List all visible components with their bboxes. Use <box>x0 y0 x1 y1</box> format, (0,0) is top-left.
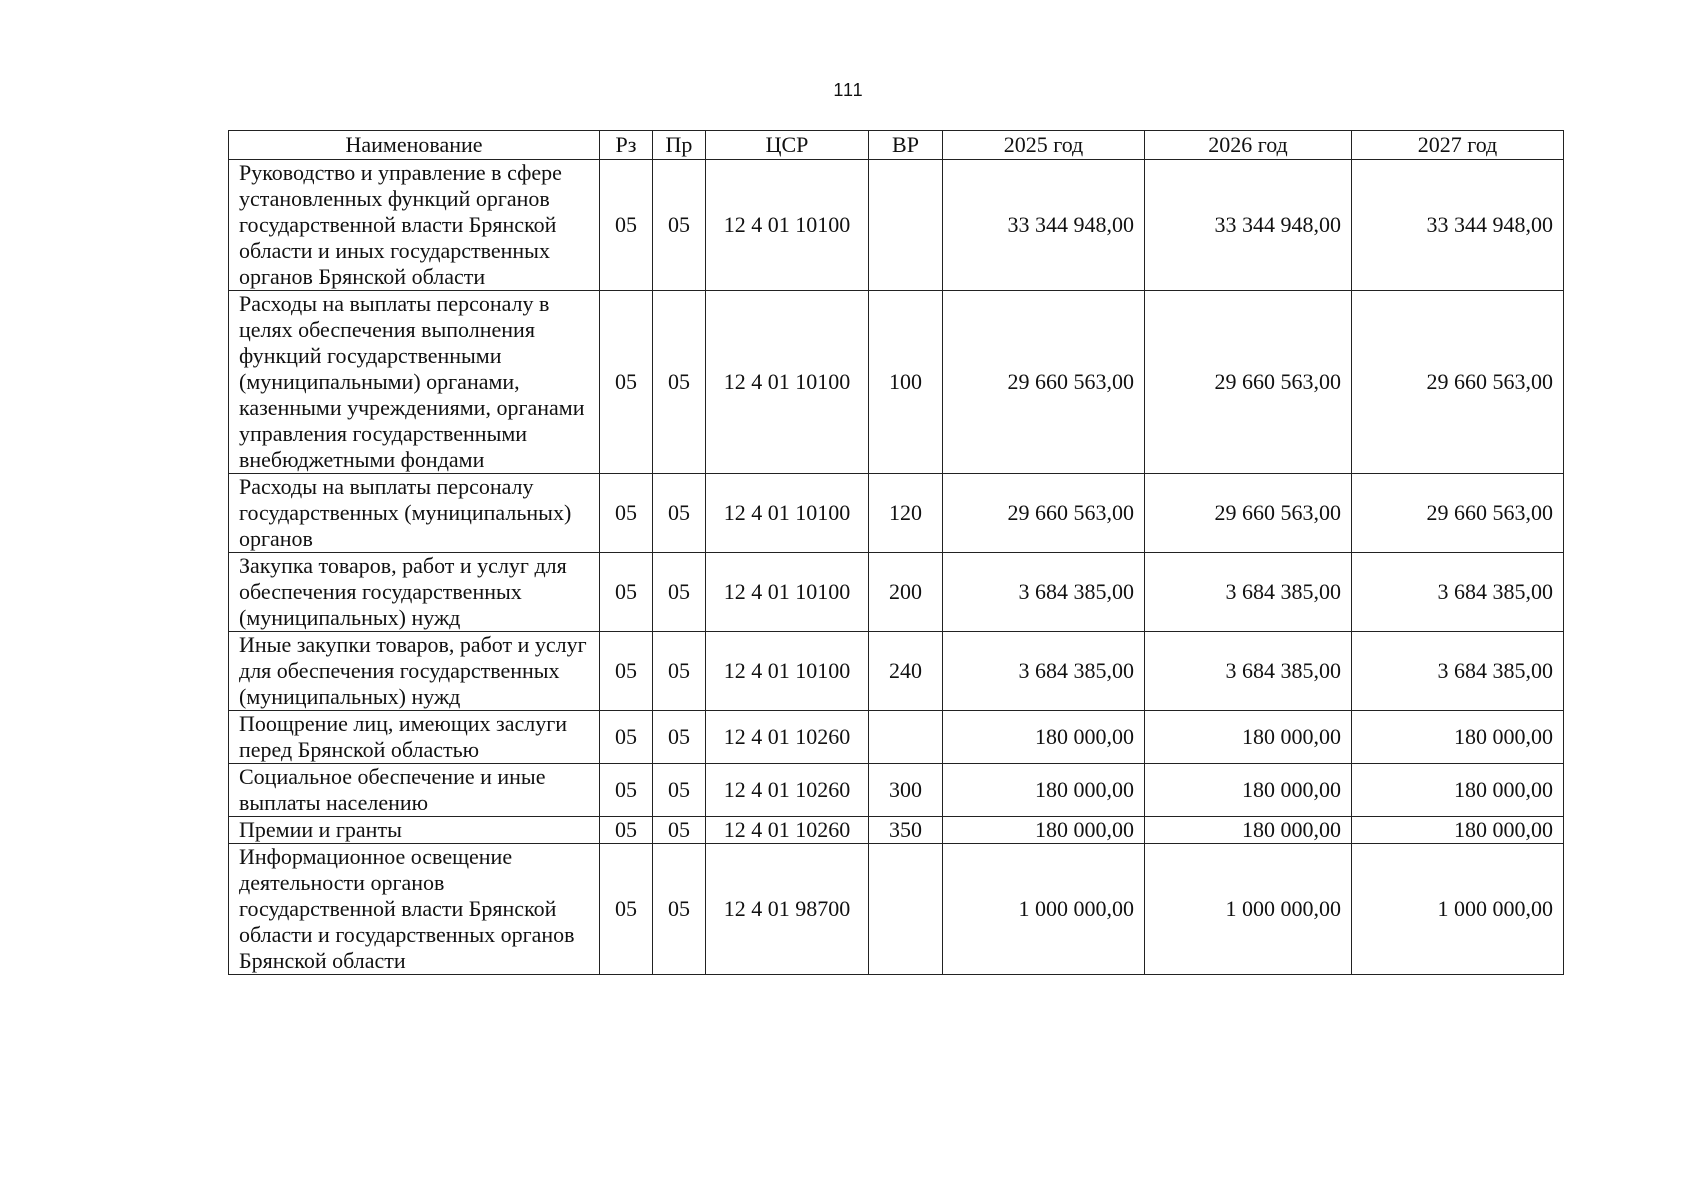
row-rz: 05 <box>600 632 653 711</box>
header-2025: 2025 год <box>943 131 1145 160</box>
table-row <box>229 553 1564 632</box>
row-amount-2027: 180 000,00 <box>1352 711 1564 764</box>
row-amount-2027: 1 000 000,00 <box>1352 844 1564 975</box>
row-amount-2027: 33 344 948,00 <box>1352 160 1564 291</box>
table-row <box>229 711 1564 764</box>
row-name: Иные закупки товаров, работ и услуг для обеспечения государственных (муниципальных) нужд <box>229 632 600 711</box>
row-amount-2025: 29 660 563,00 <box>943 291 1145 474</box>
row-rz: 05 <box>600 160 653 291</box>
row-rz: 05 <box>600 764 653 817</box>
row-rz: 05 <box>600 553 653 632</box>
row-name: Премии и гранты <box>229 817 600 844</box>
row-amount-2027: 3 684 385,00 <box>1352 553 1564 632</box>
row-amount-2026: 29 660 563,00 <box>1145 291 1352 474</box>
row-csr: 12 4 01 10100 <box>706 474 869 553</box>
row-pr: 05 <box>653 553 706 632</box>
row-amount-2026: 180 000,00 <box>1145 817 1352 844</box>
row-pr: 05 <box>653 844 706 975</box>
row-vr: 240 <box>869 632 943 711</box>
budget-table <box>228 130 1564 975</box>
header-pr: Пр <box>653 131 706 160</box>
row-pr: 05 <box>653 711 706 764</box>
row-csr: 12 4 01 10100 <box>706 553 869 632</box>
header-vr: ВР <box>869 131 943 160</box>
row-vr <box>869 160 943 291</box>
row-name: Расходы на выплаты персоналу в целях обеспечения выполнения функций государственными (муниципальными) органами, казенными учреждениями, органами управления государственными внебюджетными фондами <box>229 291 600 474</box>
row-pr: 05 <box>653 474 706 553</box>
header-rz: Рз <box>600 131 653 160</box>
row-name: Поощрение лиц, имеющих заслуги перед Брянской областью <box>229 711 600 764</box>
row-pr: 05 <box>653 764 706 817</box>
table-row <box>229 764 1564 817</box>
row-rz: 05 <box>600 711 653 764</box>
row-amount-2025: 3 684 385,00 <box>943 553 1145 632</box>
row-amount-2025: 180 000,00 <box>943 764 1145 817</box>
row-amount-2025: 1 000 000,00 <box>943 844 1145 975</box>
table-row <box>229 632 1564 711</box>
row-amount-2026: 180 000,00 <box>1145 764 1352 817</box>
row-amount-2025: 33 344 948,00 <box>943 160 1145 291</box>
row-amount-2026: 29 660 563,00 <box>1145 474 1352 553</box>
row-amount-2027: 180 000,00 <box>1352 764 1564 817</box>
row-vr: 120 <box>869 474 943 553</box>
row-rz: 05 <box>600 817 653 844</box>
row-rz: 05 <box>600 474 653 553</box>
row-rz: 05 <box>600 291 653 474</box>
table-row <box>229 160 1564 291</box>
page-number: 111 <box>833 80 864 100</box>
table-row <box>229 817 1564 844</box>
row-amount-2027: 29 660 563,00 <box>1352 291 1564 474</box>
row-csr: 12 4 01 10260 <box>706 764 869 817</box>
row-amount-2025: 180 000,00 <box>943 711 1145 764</box>
row-pr: 05 <box>653 817 706 844</box>
table-body <box>229 160 1564 975</box>
table-row <box>229 474 1564 553</box>
row-amount-2025: 3 684 385,00 <box>943 632 1145 711</box>
row-csr: 12 4 01 10260 <box>706 817 869 844</box>
row-amount-2027: 180 000,00 <box>1352 817 1564 844</box>
row-amount-2027: 3 684 385,00 <box>1352 632 1564 711</box>
row-vr: 350 <box>869 817 943 844</box>
row-amount-2025: 29 660 563,00 <box>943 474 1145 553</box>
row-name: Расходы на выплаты персоналу государственных (муниципальных) органов <box>229 474 600 553</box>
header-csr: ЦСР <box>706 131 869 160</box>
row-amount-2026: 3 684 385,00 <box>1145 632 1352 711</box>
row-vr <box>869 844 943 975</box>
row-csr: 12 4 01 10100 <box>706 632 869 711</box>
table-header <box>229 131 1564 160</box>
row-amount-2027: 29 660 563,00 <box>1352 474 1564 553</box>
row-amount-2026: 1 000 000,00 <box>1145 844 1352 975</box>
row-amount-2025: 180 000,00 <box>943 817 1145 844</box>
row-vr <box>869 711 943 764</box>
row-name: Закупка товаров, работ и услуг для обеспечения государственных (муниципальных) нужд <box>229 553 600 632</box>
row-vr: 200 <box>869 553 943 632</box>
row-amount-2026: 180 000,00 <box>1145 711 1352 764</box>
row-vr: 300 <box>869 764 943 817</box>
header-row <box>229 131 1564 160</box>
row-pr: 05 <box>653 160 706 291</box>
row-pr: 05 <box>653 632 706 711</box>
row-csr: 12 4 01 10260 <box>706 711 869 764</box>
row-name: Социальное обеспечение и иные выплаты населению <box>229 764 600 817</box>
row-pr: 05 <box>653 291 706 474</box>
header-name: Наименование <box>229 131 600 160</box>
row-vr: 100 <box>869 291 943 474</box>
row-csr: 12 4 01 10100 <box>706 291 869 474</box>
row-amount-2026: 3 684 385,00 <box>1145 553 1352 632</box>
row-name: Руководство и управление в сфере установленных функций органов государственной власти Брянской области и иных государственных органов Брянской области <box>229 160 600 291</box>
table-row <box>229 291 1564 474</box>
table-row <box>229 844 1564 975</box>
header-2026: 2026 год <box>1145 131 1352 160</box>
row-csr: 12 4 01 98700 <box>706 844 869 975</box>
header-2027: 2027 год <box>1352 131 1564 160</box>
row-amount-2026: 33 344 948,00 <box>1145 160 1352 291</box>
row-name: Информационное освещение деятельности органов государственной власти Брянской области и государственных органов Брянской области <box>229 844 600 975</box>
row-csr: 12 4 01 10100 <box>706 160 869 291</box>
row-rz: 05 <box>600 844 653 975</box>
